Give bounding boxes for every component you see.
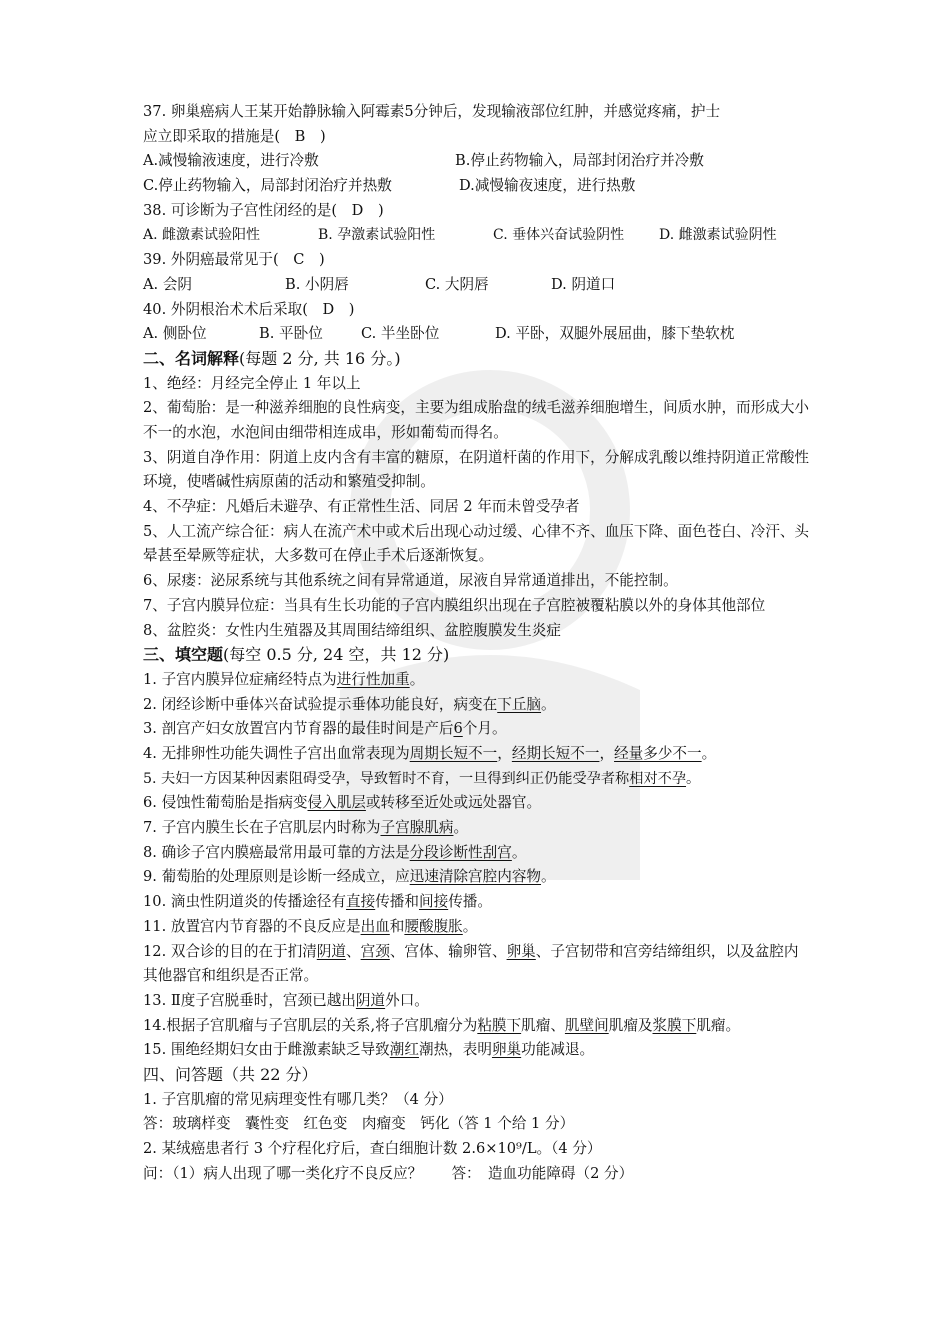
fill-15 bbox=[143, 1038, 811, 1063]
fill-12 bbox=[143, 940, 811, 989]
fill-10-text: 10. 滴虫性阴道炎的传播途径有 bbox=[143, 893, 346, 911]
question-37-cont: 应立即采取的措施是( B ) bbox=[143, 127, 326, 145]
term-6: 6、尿瘘：泌尿系统与其他系统之间有异常通道，尿液自异常通道排出，不能控制。 bbox=[143, 572, 678, 590]
fill-12-sep-1: 、 bbox=[346, 942, 361, 960]
term-3: 3、阴道自净作用：阴道上皮内含有丰富的糖原，在阴道杆菌的作用下，分解成乳酸以维持阴道正常酸性环境，使嗜碱性病原菌的活动和繁殖受抑制。 bbox=[143, 448, 810, 491]
fill-1-end: 。 bbox=[409, 670, 425, 688]
option-40-c: C. 半坐卧位 bbox=[361, 325, 440, 343]
fill-2-answer: 下丘脑 bbox=[497, 695, 542, 713]
fill-14-answer-3: 浆膜下 bbox=[652, 1016, 697, 1034]
fill-6-text: 6. 侵蚀性葡萄胎是指病变 bbox=[143, 794, 308, 812]
option-39-b: B. 小阴唇 bbox=[285, 275, 349, 293]
fill-5-end: 。 bbox=[686, 770, 701, 787]
options-37-ab bbox=[143, 149, 811, 174]
term-2: 2、葡萄胎：是一种滋养细胞的良性病变，主要为组成胎盘的绒毛滋养细胞增生，间质水肿，而形成大小不一的水泡，水泡间由细带相连成串，形如葡萄而得名。 bbox=[143, 399, 810, 441]
fill-12-answer-1: 阴道 bbox=[316, 942, 346, 960]
fill-4-answer-1: 周期长短不一 bbox=[409, 744, 498, 762]
fill-1-answer: 进行性加重 bbox=[336, 670, 410, 688]
term-7: 7、子宫内膜异位症：当具有生长功能的子宫内膜组织出现在子宫腔被覆粘膜以外的身体其他部位 bbox=[143, 596, 766, 614]
options-39 bbox=[143, 273, 811, 298]
fill-14-answer-1: 粘膜下 bbox=[477, 1016, 522, 1034]
fill-2-text: 2. 闭经诊断中垂体兴奋试验提示垂体功能良好，病变在 bbox=[143, 695, 498, 713]
fill-14-text: 14.根据子宫肌瘤与子宫肌层的关系,将子宫肌瘤分为 bbox=[143, 1016, 478, 1034]
fill-9-answer: 迅速清除宫腔内容物 bbox=[409, 868, 542, 886]
fill-7-text: 7. 子宫内膜生长在子宫肌层内时称为 bbox=[143, 819, 381, 837]
fill-13-end: 外口。 bbox=[385, 991, 429, 1009]
fill-10-answer-2: 间接 bbox=[418, 893, 449, 911]
option-38-a: A. 雌激素试验阳性 bbox=[143, 227, 261, 244]
fill-6-end: 或转移至近处或远处器官。 bbox=[365, 794, 542, 812]
question-37: 37. 卵巢癌病人王某开始静脉输入阿霉素5分钟后，发现输液部位红肿，并感觉疼痛，护士 bbox=[143, 103, 721, 120]
question-40: 40. 外阴根治术术后采取( D ) bbox=[143, 300, 355, 318]
option-40-b: B. 平卧位 bbox=[259, 325, 323, 343]
fill-11-end: 。 bbox=[462, 917, 478, 935]
options-38 bbox=[143, 223, 811, 248]
fill-4-answer-3: 经量多少不一 bbox=[614, 744, 702, 762]
fill-15-text: 15. 围绝经期妇女由于雌激素缺乏导致 bbox=[143, 1041, 390, 1059]
fill-14-end: 肌瘤。 bbox=[696, 1016, 741, 1034]
fill-3-answer: 6 bbox=[453, 720, 463, 738]
section-fill-score: (每空 0.5 分, 24 空，共 12 分) bbox=[223, 645, 450, 665]
option-37-c: C.停止药物输入，局部封闭治疗并热敷 bbox=[143, 177, 392, 195]
fill-5-answer: 相对不孕 bbox=[629, 770, 687, 787]
fill-13-answer: 阴道 bbox=[355, 991, 386, 1009]
fill-7-end: 。 bbox=[453, 819, 469, 837]
fill-3-text: 3. 剖宫产妇女放置宫内节育器的最佳时间是产后 bbox=[143, 720, 454, 738]
option-38-c: C. 垂体兴奋试验阴性 bbox=[493, 227, 625, 244]
fill-12-text: 12. 双合诊的目的在于扪清 bbox=[143, 942, 317, 960]
fill-4 bbox=[143, 742, 811, 767]
option-40-d: D. 平卧，双腿外展屈曲，膝下垫软枕 bbox=[495, 325, 735, 343]
fill-2 bbox=[143, 693, 811, 718]
fill-2-end: 。 bbox=[541, 695, 556, 713]
fill-15-answer-2: 卵巢 bbox=[491, 1041, 522, 1059]
fill-12-answer-2: 宫颈 bbox=[360, 942, 390, 960]
option-38-b: B. 孕激素试验阳性 bbox=[318, 227, 436, 244]
fill-11 bbox=[143, 915, 811, 940]
fill-10 bbox=[143, 890, 811, 915]
fill-15-end: 功能减退。 bbox=[521, 1041, 595, 1059]
option-37-d: D.减慢输夜速度，进行热敷 bbox=[459, 177, 636, 195]
fill-8-text: 8. 确诊子宫内膜癌最常用最可靠的方法是 bbox=[143, 843, 410, 861]
fill-12-end: 、子宫韧带和宫旁结缔组织，以及盆腔内其他器官和组织是否正常。 bbox=[143, 942, 799, 985]
fill-7 bbox=[143, 816, 811, 841]
fill-7-answer: 子宫腺肌病 bbox=[380, 819, 454, 837]
section-fill-heading bbox=[143, 643, 811, 668]
fill-14-answer-2: 肌壁间 bbox=[564, 1016, 609, 1034]
fill-4-sep-2: ， bbox=[599, 744, 615, 762]
fill-15-answer-1: 潮红 bbox=[389, 1041, 419, 1059]
qa-answer-1: 答：玻璃样变 囊性变 红色变 肉瘤变 钙化（答 1 个给 1 分） bbox=[143, 1115, 575, 1133]
fill-8-end: 。 bbox=[511, 843, 527, 861]
section-terms-heading bbox=[143, 347, 811, 372]
term-8: 8、盆腔炎：女性内生殖器及其周围结缔组织、盆腔腹膜发生炎症 bbox=[143, 621, 561, 639]
question-38: 38. 可诊断为子宫性闭经的是( D ) bbox=[143, 201, 384, 219]
option-37-a: A.减慢输液速度，进行冷敷 bbox=[143, 152, 319, 170]
fill-13-text: 13. Ⅱ度子宫脱垂时，宫颈已越出 bbox=[143, 991, 356, 1009]
fill-12-mid: 、宫体、输卵管、 bbox=[389, 942, 507, 960]
term-5: 5、人工流产综合征：病人在流产术中或术后出现心动过缓、心律不齐、血压下降、面色苍白、冷汗、头晕甚至晕厥等症状，大多数可在停止手术后逐渐恢复。 bbox=[143, 522, 810, 565]
fill-11-mid: 和 bbox=[389, 917, 405, 935]
fill-8-answer: 分段诊断性刮宫 bbox=[409, 843, 512, 861]
qa-question-2: 2. 某绒癌患者行 3 个疗程化疗后，查白细胞计数 2.6×10⁹/L。（4 分） bbox=[143, 1140, 602, 1158]
option-39-d: D. 阴道口 bbox=[551, 275, 616, 293]
option-39-c: C. 大阴唇 bbox=[425, 275, 489, 293]
fill-14-sep-2: 肌瘤及 bbox=[608, 1016, 653, 1034]
fill-6 bbox=[143, 791, 811, 816]
fill-14-sep-1: 肌瘤、 bbox=[521, 1016, 565, 1034]
option-40-a: A. 侧卧位 bbox=[143, 325, 207, 343]
fill-4-answer-2: 经期长短不一 bbox=[511, 744, 600, 762]
fill-5-text: 5. 夫妇一方因某种因素阻碍受孕，导致暂时不育，一旦得到纠正仍能受孕者称 bbox=[143, 770, 630, 787]
fill-12-answer-3: 卵巢 bbox=[506, 942, 536, 960]
fill-3 bbox=[143, 717, 811, 742]
section-terms-score: (每题 2 分, 共 16 分。) bbox=[239, 348, 401, 368]
fill-10-mid: 传播和 bbox=[375, 893, 419, 911]
options-40 bbox=[143, 322, 811, 347]
fill-8 bbox=[143, 841, 811, 866]
fill-9-end: 。 bbox=[541, 868, 556, 886]
fill-4-end: 。 bbox=[701, 744, 717, 762]
question-39: 39. 外阴癌最常见于( C ) bbox=[143, 251, 325, 269]
fill-13 bbox=[143, 989, 811, 1014]
fill-3-end: 个月。 bbox=[462, 720, 507, 738]
qa-question-2-part-1: 问：（1）病人出现了哪一类化疗不良反应？ 答： 造血功能障碍（2 分） bbox=[143, 1164, 634, 1182]
option-37-b: B.停止药物输入，局部封闭治疗并冷敷 bbox=[455, 152, 704, 170]
exam-content bbox=[143, 100, 811, 1186]
fill-4-text: 4. 无排卵性功能失调性子宫出血常表现为 bbox=[143, 744, 410, 762]
option-39-a: A. 会阴 bbox=[143, 275, 193, 293]
section-qa-heading: 四、问答题（共 22 分） bbox=[143, 1064, 318, 1084]
options-37-cd bbox=[143, 174, 811, 199]
option-38-d: D. 雌激素试验阴性 bbox=[659, 227, 777, 244]
fill-1-text: 1. 子宫内膜异位症痛经特点为 bbox=[143, 670, 337, 688]
fill-6-answer: 侵入肌层 bbox=[307, 794, 366, 812]
fill-11-answer-1: 出血 bbox=[360, 917, 390, 935]
qa-question-1: 1. 子宫肌瘤的常见病理变性有哪几类？（4 分） bbox=[143, 1090, 453, 1108]
fill-4-sep-1: ， bbox=[497, 744, 512, 762]
term-1: 1、绝经：月经完全停止 1 年以上 bbox=[143, 374, 361, 392]
fill-10-end: 传播。 bbox=[448, 893, 492, 911]
fill-14 bbox=[143, 1014, 811, 1039]
fill-1 bbox=[143, 668, 811, 693]
fill-9-text: 9. 葡萄胎的处理原则是诊断一经成立，应 bbox=[143, 868, 410, 886]
fill-11-answer-2: 腰酸腹胀 bbox=[404, 917, 463, 935]
fill-15-mid: 潮热，表明 bbox=[418, 1041, 492, 1059]
term-4: 4、不孕症：凡婚后未避孕、有正常性生活、同居 2 年而未曾受孕者 bbox=[143, 498, 580, 516]
section-fill-title: 三、填空题 bbox=[143, 645, 224, 665]
fill-9 bbox=[143, 865, 811, 890]
fill-11-text: 11. 放置宫内节育器的不良反应是 bbox=[143, 917, 361, 935]
fill-5 bbox=[143, 767, 811, 792]
fill-10-answer-1: 直接 bbox=[345, 893, 376, 911]
section-terms-title: 二、名词解释 bbox=[143, 348, 240, 368]
